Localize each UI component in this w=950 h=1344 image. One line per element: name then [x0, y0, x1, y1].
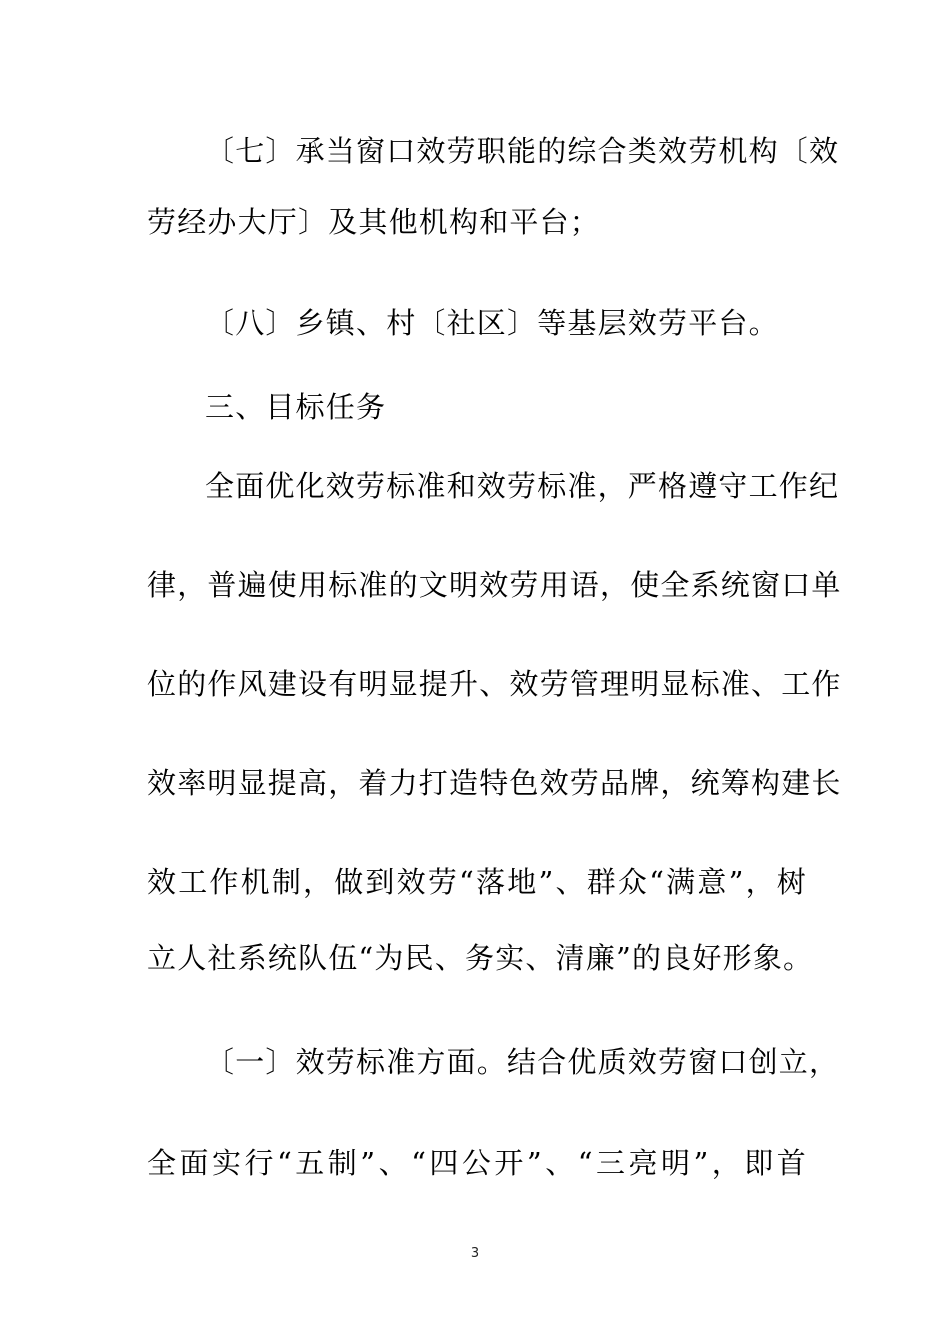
paragraph-line: 〔八〕乡镇、村〔社区〕等基层效劳平台。 [205, 306, 779, 340]
paragraph-line: 〔一〕效劳标准方面。结合优质效劳窗口创立， [205, 1045, 840, 1079]
paragraph-line: 律，普遍使用标准的文明效劳用语，使全系统窗口单 [147, 568, 842, 602]
paragraph-line: 全面优化效劳标准和效劳标准，严格遵守工作纪 [205, 469, 840, 503]
paragraph-line: 立人社系统队伍“为民、务实、清廉”的良好形象。 [147, 941, 814, 975]
paragraph-line: 位的作风建设有明显提升、效劳管理明显标准、工作 [147, 667, 842, 701]
paragraph-line: 〔七〕承当窗口效劳职能的综合类效劳机构〔效 [205, 134, 840, 168]
page-number: 3 [470, 1246, 480, 1261]
paragraph-line: 效率明显提高，着力打造特色效劳品牌，统筹构建长 [147, 766, 842, 800]
paragraph-line: 全面实行“五制”、“四公开”、“三亮明”，即首 [147, 1146, 807, 1180]
paragraph-line: 劳经办大厅〕及其他机构和平台； [147, 205, 601, 239]
paragraph-line: 效工作机制，做到效劳“落地”、群众“满意”，树 [147, 865, 807, 899]
section-heading: 三、目标任务 [205, 390, 387, 424]
